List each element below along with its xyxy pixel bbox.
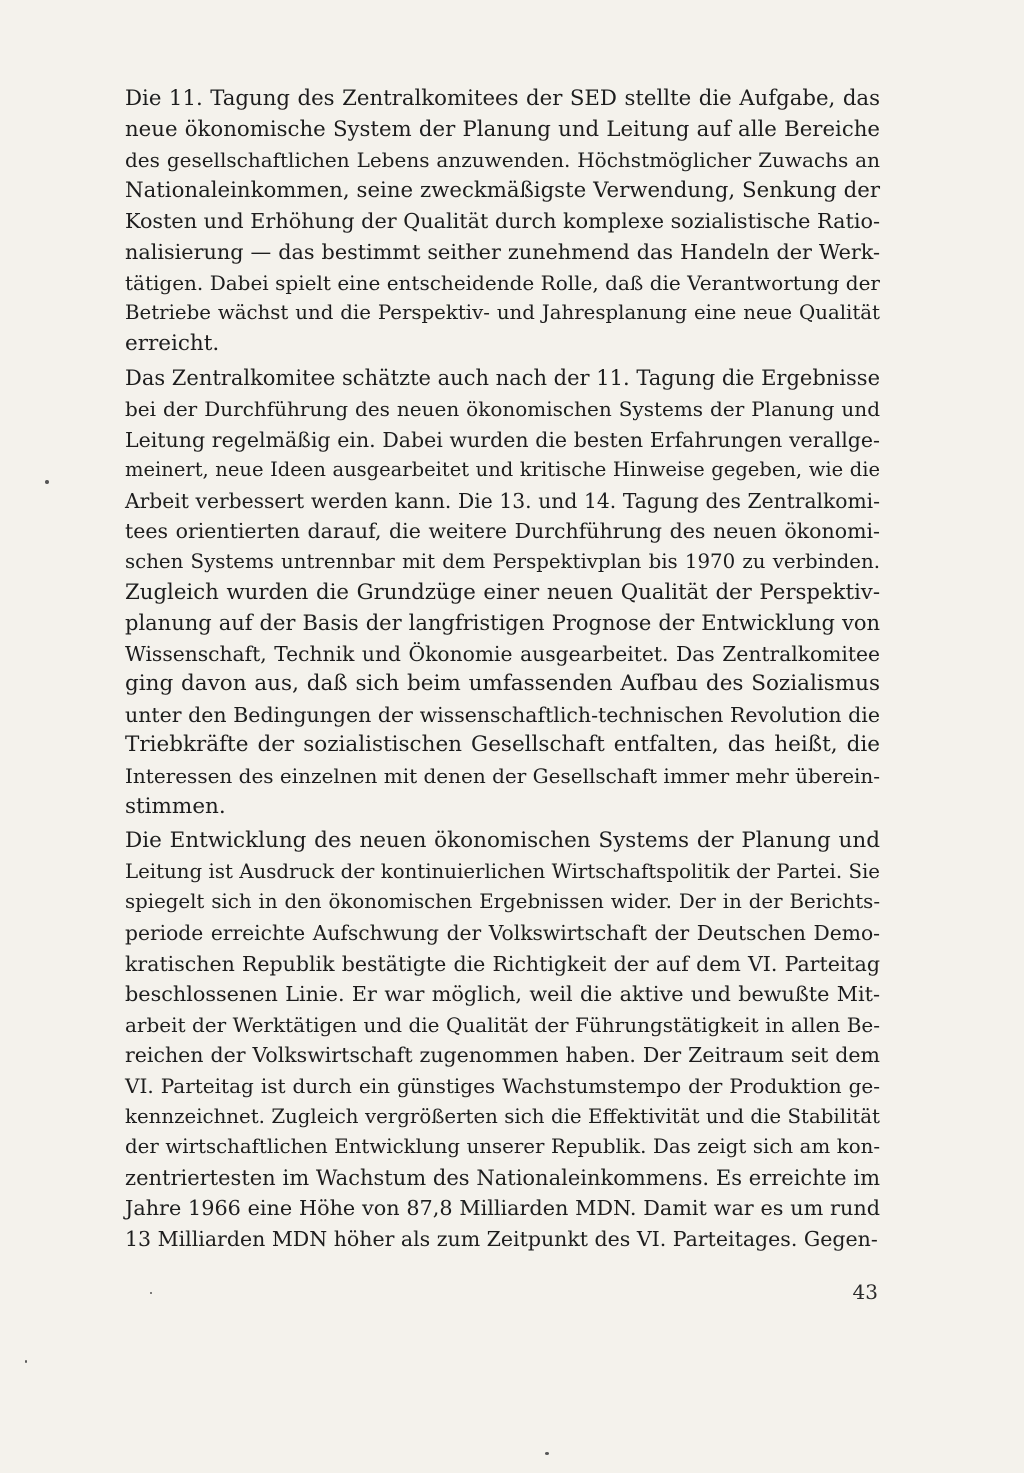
paragraph xyxy=(125,84,880,359)
text-line: Die 11. Tagung des Zentralkomitees der SED stellte die Aufgabe, das xyxy=(125,86,880,111)
paragraph xyxy=(125,826,880,1254)
text-line: bei der Durchführung des neuen ökonomischen Systems der Planung und xyxy=(125,396,880,421)
text-line: kratischen Republik bestätigte die Richtigkeit der auf dem VI. Parteitag xyxy=(125,951,880,976)
text-line: periode erreichte Aufschwung der Volkswirtschaft der Deutschen Demo- xyxy=(125,921,880,946)
paragraph xyxy=(125,363,880,822)
text-line: ging davon aus, daß sich beim umfassenden Aufbau des Sozialismus xyxy=(125,671,880,697)
text-line: Kosten und Erhöhung der Qualität durch komplexe sozialistische Ratio- xyxy=(125,209,881,234)
text-line: Triebkräfte der sozialistischen Gesellschaft entfalten, das heißt, die xyxy=(125,732,880,758)
text-line: kennzeichnet. Zugleich vergrößerten sich die Effektivität und die Stabilität xyxy=(125,1104,880,1128)
text-line: stimmen. xyxy=(125,793,226,819)
scan-speck xyxy=(545,1452,549,1455)
text-line: Betriebe wächst und die Perspektiv- und Jahresplanung eine neue Qualität xyxy=(125,301,880,325)
text-line: Interessen des einzelnen mit denen der Gesellschaft immer mehr überein- xyxy=(125,764,881,789)
text-line: Die Entwicklung des neuen ökonomischen Systems der Planung und xyxy=(125,828,880,854)
text-line: reichen der Volkswirtschaft zugenommen haben. Der Zeitraum seit dem xyxy=(125,1043,880,1068)
text-line: unter den Bedingungen der wissenschaftlich-technischen Revolution die xyxy=(125,702,880,727)
text-line: meinert, neue Ideen ausgearbeitet und kritische Hinweise gegeben, wie die xyxy=(125,458,880,482)
scan-speck xyxy=(150,1292,152,1294)
text-line: zentriertesten im Wachstum des Nationaleinkommens. Es erreichte im xyxy=(125,1165,880,1190)
scan-speck xyxy=(45,480,49,484)
text-line: schen Systems untrennbar mit dem Perspektivplan bis 1970 zu verbinden. xyxy=(125,549,880,573)
text-line: VI. Parteitag ist durch ein günstiges Wachstumstempo der Produktion ge- xyxy=(125,1074,880,1098)
text-line: Wissenschaft, Technik und Ökonomie ausgearbeitet. Das Zentralkomitee xyxy=(125,641,880,666)
text-line: spiegelt sich in den ökonomischen Ergebnissen wider. Der in der Berichts- xyxy=(125,890,880,914)
text-line: neue ökonomische System der Planung und Leitung auf alle Bereiche xyxy=(125,116,880,142)
text-line: erreicht. xyxy=(125,330,220,356)
text-line: Leitung ist Ausdruck der kontinuierlichen Wirtschaftspolitik der Partei. Sie xyxy=(125,859,880,883)
text-line: tees orientierten darauf, die weitere Durchführung des neuen ökonomi- xyxy=(125,519,880,544)
text-line: Leitung regelmäßig ein. Dabei wurden die besten Erfahrungen verallge- xyxy=(125,427,880,452)
text-line: Jahre 1966 eine Höhe von 87,8 Milliarden MDN. Damit war es um rund xyxy=(125,1196,880,1221)
text-line: arbeit der Werktätigen und die Qualität der Führungstätigkeit in allen Be- xyxy=(125,1012,880,1037)
text-line: tätigen. Dabei spielt eine entscheidende Rolle, daß die Verantwortung der xyxy=(125,270,880,295)
text-line: der wirtschaftlichen Entwicklung unserer Republik. Das zeigt sich am kon- xyxy=(125,1135,880,1159)
text-line: planung auf der Basis der langfristigen Prognose der Entwicklung von xyxy=(125,611,880,636)
text-line: beschlossenen Linie. Er war möglich, weil die aktive und bewußte Mit- xyxy=(125,982,880,1007)
text-line: nalisierung — das bestimmt seither zunehmend das Handeln der Werk- xyxy=(125,239,880,264)
body-text xyxy=(125,84,880,1255)
text-line: Das Zentralkomitee schätzte auch nach der 11. Tagung die Ergebnisse xyxy=(125,366,881,391)
text-line: des gesellschaftlichen Lebens anzuwenden. Höchstmöglicher Zuwachs an xyxy=(125,148,880,173)
scan-speck xyxy=(25,1360,27,1363)
page-number: 43 xyxy=(852,1280,878,1304)
text-line: Arbeit verbessert werden kann. Die 13. und 14. Tagung des Zentralkomi- xyxy=(125,488,880,513)
text-line: Zugleich wurden die Grundzüge einer neuen Qualität der Perspektiv- xyxy=(125,579,880,605)
text-line: Nationaleinkommen, seine zweckmäßigste Verwendung, Senkung der xyxy=(125,177,880,203)
text-line: 13 Milliarden MDN höher als zum Zeitpunkt des VI. Parteitages. Gegen- xyxy=(125,1226,878,1251)
